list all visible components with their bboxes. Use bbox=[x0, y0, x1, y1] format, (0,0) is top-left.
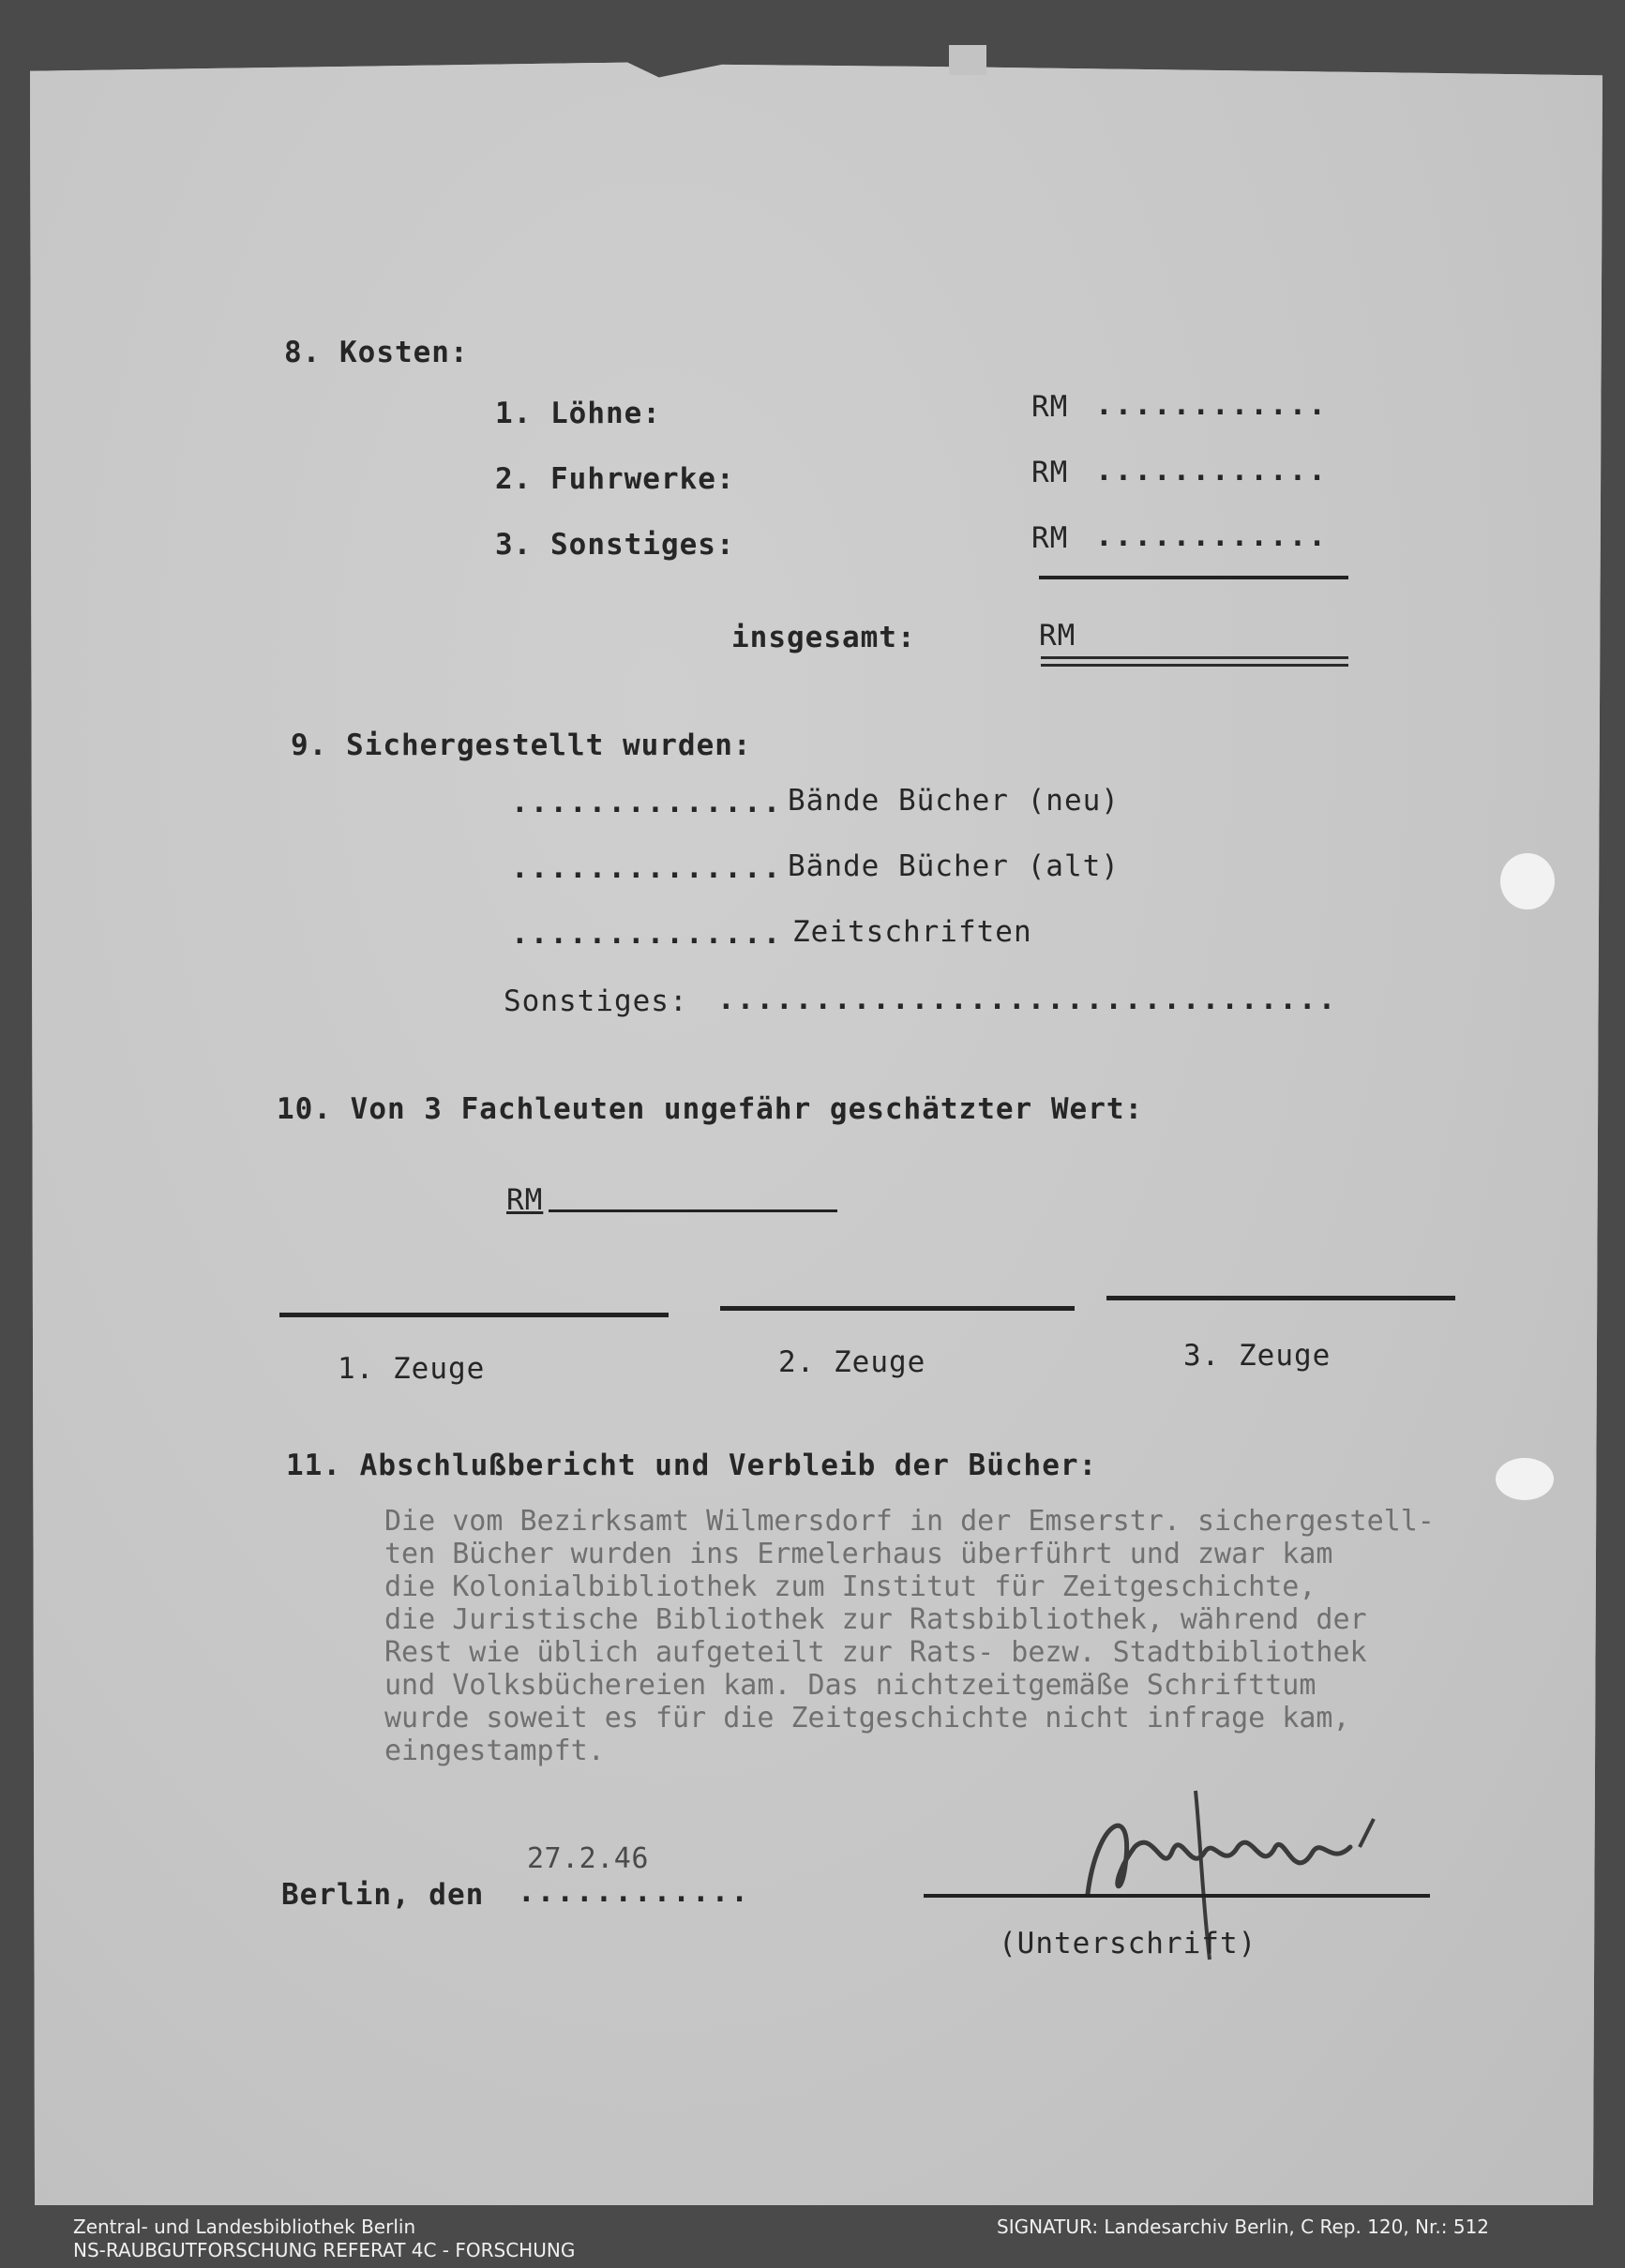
section10-heading: 10. Von 3 Fachleuten ungefähr geschätzter Wert: bbox=[277, 1092, 1144, 1126]
report-line: Die vom Bezirksamt Wilmersdorf in der Emserstr. sichergestell- bbox=[384, 1505, 1435, 1538]
subtotal-rule bbox=[1039, 576, 1348, 579]
cost-item-dots: ............ bbox=[1095, 454, 1328, 488]
total-double-rule bbox=[1041, 656, 1348, 667]
paper-tab bbox=[949, 45, 986, 75]
total-label: insgesamt: bbox=[731, 621, 916, 654]
signature-line bbox=[924, 1894, 1430, 1898]
section11-heading: 11. Abschlußbericht und Verbleib der Bücher: bbox=[286, 1449, 1098, 1482]
footer-institution: Zentral- und Landesbibliothek Berlin bbox=[73, 2215, 416, 2238]
section8-heading: 8. Kosten: bbox=[284, 336, 469, 369]
value-currency: RM bbox=[506, 1183, 544, 1217]
cost-item-dots: ............ bbox=[1095, 519, 1328, 553]
report-line: ten Bücher wurden ins Ermelerhaus überführt und zwar kam bbox=[384, 1538, 1333, 1570]
place-dots: ............ bbox=[518, 1875, 750, 1909]
total-currency: RM bbox=[1039, 619, 1076, 653]
secured-dots: .............. bbox=[511, 851, 783, 885]
report-line: und Volksbüchereien kam. Das nichtzeitgemäße Schrifttum bbox=[384, 1669, 1317, 1702]
witness-label: 2. Zeuge bbox=[778, 1345, 926, 1379]
cost-item-label: 3. Sonstiges: bbox=[495, 528, 735, 562]
report-line: wurde soweit es für die Zeitgeschichte nicht infrage kam, bbox=[384, 1702, 1350, 1735]
witness-line bbox=[1106, 1296, 1455, 1300]
value-line bbox=[549, 1209, 837, 1212]
cost-item-currency: RM bbox=[1031, 456, 1069, 489]
place-label: Berlin, den bbox=[281, 1878, 485, 1912]
cost-item-label: 1. Löhne: bbox=[495, 397, 661, 430]
cost-item-dots: ............ bbox=[1095, 388, 1328, 422]
secured-other-dots: ................................ bbox=[717, 983, 1338, 1016]
secured-label: Bände Bücher (alt) bbox=[788, 849, 1120, 883]
secured-dots: .............. bbox=[511, 917, 783, 951]
cost-item-label: 2. Fuhrwerke: bbox=[495, 462, 735, 496]
report-line: die Kolonialbibliothek zum Institut für Zeitgeschichte, bbox=[384, 1570, 1317, 1603]
footer-signature-ref: SIGNATUR: Landesarchiv Berlin, C Rep. 120, Nr.: 512 bbox=[997, 2215, 1490, 2238]
signature-date: 27.2.46 bbox=[527, 1842, 649, 1875]
section9-heading: 9. Sichergestellt wurden: bbox=[291, 728, 752, 762]
witness-line bbox=[720, 1306, 1075, 1311]
signature-caption: (Unterschrift) bbox=[999, 1927, 1257, 1960]
witness-line bbox=[279, 1313, 669, 1317]
witness-label: 3. Zeuge bbox=[1183, 1339, 1332, 1373]
cost-item-currency: RM bbox=[1031, 390, 1069, 424]
secured-label: Zeitschriften bbox=[792, 915, 1032, 949]
witness-label: 1. Zeuge bbox=[338, 1352, 486, 1386]
punch-hole bbox=[1500, 853, 1555, 909]
report-line: Rest wie üblich aufgeteilt zur Rats- bezw. Stadtbibliothek bbox=[384, 1636, 1367, 1669]
secured-dots: .............. bbox=[511, 786, 783, 819]
report-line: die Juristische Bibliothek zur Ratsbibliothek, während der bbox=[384, 1603, 1367, 1636]
secured-label: Bände Bücher (neu) bbox=[788, 784, 1120, 818]
footer-department: NS-RAUBGUTFORSCHUNG REFERAT 4C - FORSCHUNG bbox=[73, 2239, 576, 2261]
punch-hole bbox=[1496, 1458, 1554, 1500]
report-line: eingestampft. bbox=[384, 1735, 605, 1767]
secured-other-label: Sonstiges: bbox=[504, 984, 688, 1018]
final-report-text bbox=[384, 1505, 1594, 1767]
cost-item-currency: RM bbox=[1031, 521, 1069, 555]
